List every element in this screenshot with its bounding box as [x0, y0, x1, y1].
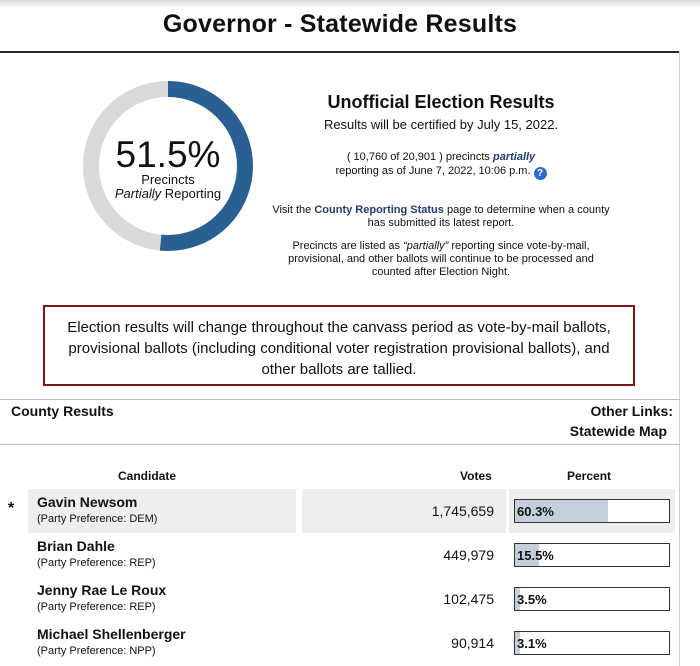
visit-prefix: Visit the — [272, 204, 315, 216]
party-preference: (Party Preference: NPP) — [37, 645, 156, 657]
canvass-notice: Election results will change throughout the canvass period as vote-by-mail ballots, provisional ballots (including conditional voter registration provisional ballots), and other ballots are tallied. — [43, 305, 635, 386]
percent-label: 15.5% — [517, 548, 554, 563]
page-title: Governor - Statewide Results — [162, 10, 518, 38]
candidate-cell — [28, 621, 296, 665]
reporting-timestamp: reporting as of June 7, 2022, 10:06 p.m. — [335, 165, 531, 177]
vote-count: 102,475 — [443, 591, 494, 607]
percent-bar — [514, 631, 670, 655]
candidate-name: Michael Shellenberger — [37, 626, 186, 642]
donut-label-reporting-word: Reporting — [164, 186, 222, 201]
title-divider — [0, 51, 680, 53]
candidate-row — [0, 489, 680, 533]
candidate-name: Brian Dahle — [37, 538, 115, 554]
donut-label-reporting — [82, 186, 254, 201]
top-shadow — [0, 0, 700, 8]
candidate-name: Gavin Newsom — [37, 494, 138, 510]
percent-label: 60.3% — [517, 504, 554, 519]
precincts-count: ( 10,760 of 20,901 ) precincts — [346, 151, 493, 163]
visit-text — [272, 204, 610, 230]
votes-cell — [302, 489, 506, 533]
percent-label: 3.1% — [517, 636, 547, 651]
vote-count: 90,914 — [451, 635, 494, 651]
donut-percent: 51.5% — [115, 134, 221, 175]
donut-label-partially: Partially — [114, 186, 162, 201]
visit-suffix: page to determine when a county has submitted its latest report. — [367, 204, 610, 229]
party-preference: (Party Preference: REP) — [37, 601, 156, 613]
candidate-row — [0, 577, 680, 621]
votes-cell — [302, 533, 506, 577]
statewide-map-link[interactable]: Statewide Map — [569, 423, 667, 439]
help-icon[interactable]: ? — [534, 167, 547, 180]
winner-marker: * — [8, 500, 15, 517]
results-heading: Unofficial Election Results — [327, 92, 555, 112]
party-preference: (Party Preference: REP) — [37, 557, 156, 569]
percent-cell — [509, 621, 675, 665]
party-preference: (Party Preference: DEM) — [37, 513, 158, 525]
candidate-cell — [28, 489, 296, 533]
results-info — [272, 92, 610, 279]
county-reporting-status-link[interactable]: County Reporting Status — [314, 204, 444, 216]
certification-date: Results will be certified by July 15, 2022. — [323, 117, 559, 132]
county-results-link[interactable]: County Results — [11, 403, 114, 419]
candidate-name: Jenny Rae Le Roux — [37, 582, 167, 598]
votes-cell — [302, 577, 506, 621]
section-divider-bottom — [0, 444, 680, 445]
partial-suffix: reporting since vote-by-mail, provisional, and other ballots will continue to be processed and counted after Election Night. — [288, 240, 594, 278]
donut-label-precincts: Precincts — [141, 172, 195, 187]
partial-explanation — [272, 240, 610, 279]
percent-cell — [509, 533, 675, 577]
percent-label: 3.5% — [517, 592, 547, 607]
precincts-partially: partially — [492, 151, 536, 163]
header-votes: Votes — [460, 469, 492, 483]
header-candidate: Candidate — [118, 469, 177, 483]
candidate-row — [0, 533, 680, 577]
precincts-reporting-text — [272, 150, 610, 180]
partial-word: “partially” — [403, 240, 449, 252]
other-links-heading: Other Links: — [590, 403, 673, 419]
vote-count: 449,979 — [443, 547, 494, 563]
percent-bar — [514, 587, 670, 611]
percent-cell — [509, 489, 675, 533]
votes-cell — [302, 621, 506, 665]
partial-prefix: Precincts are listed as — [292, 240, 404, 252]
precincts-reporting-donut — [82, 80, 254, 252]
percent-cell — [509, 577, 675, 621]
candidate-row — [0, 621, 680, 665]
candidate-cell — [28, 533, 296, 577]
header-percent: Percent — [567, 469, 612, 483]
section-divider-top — [0, 399, 680, 400]
candidate-cell — [28, 577, 296, 621]
percent-bar — [514, 499, 670, 523]
percent-bar — [514, 543, 670, 567]
vote-count: 1,745,659 — [431, 503, 494, 519]
